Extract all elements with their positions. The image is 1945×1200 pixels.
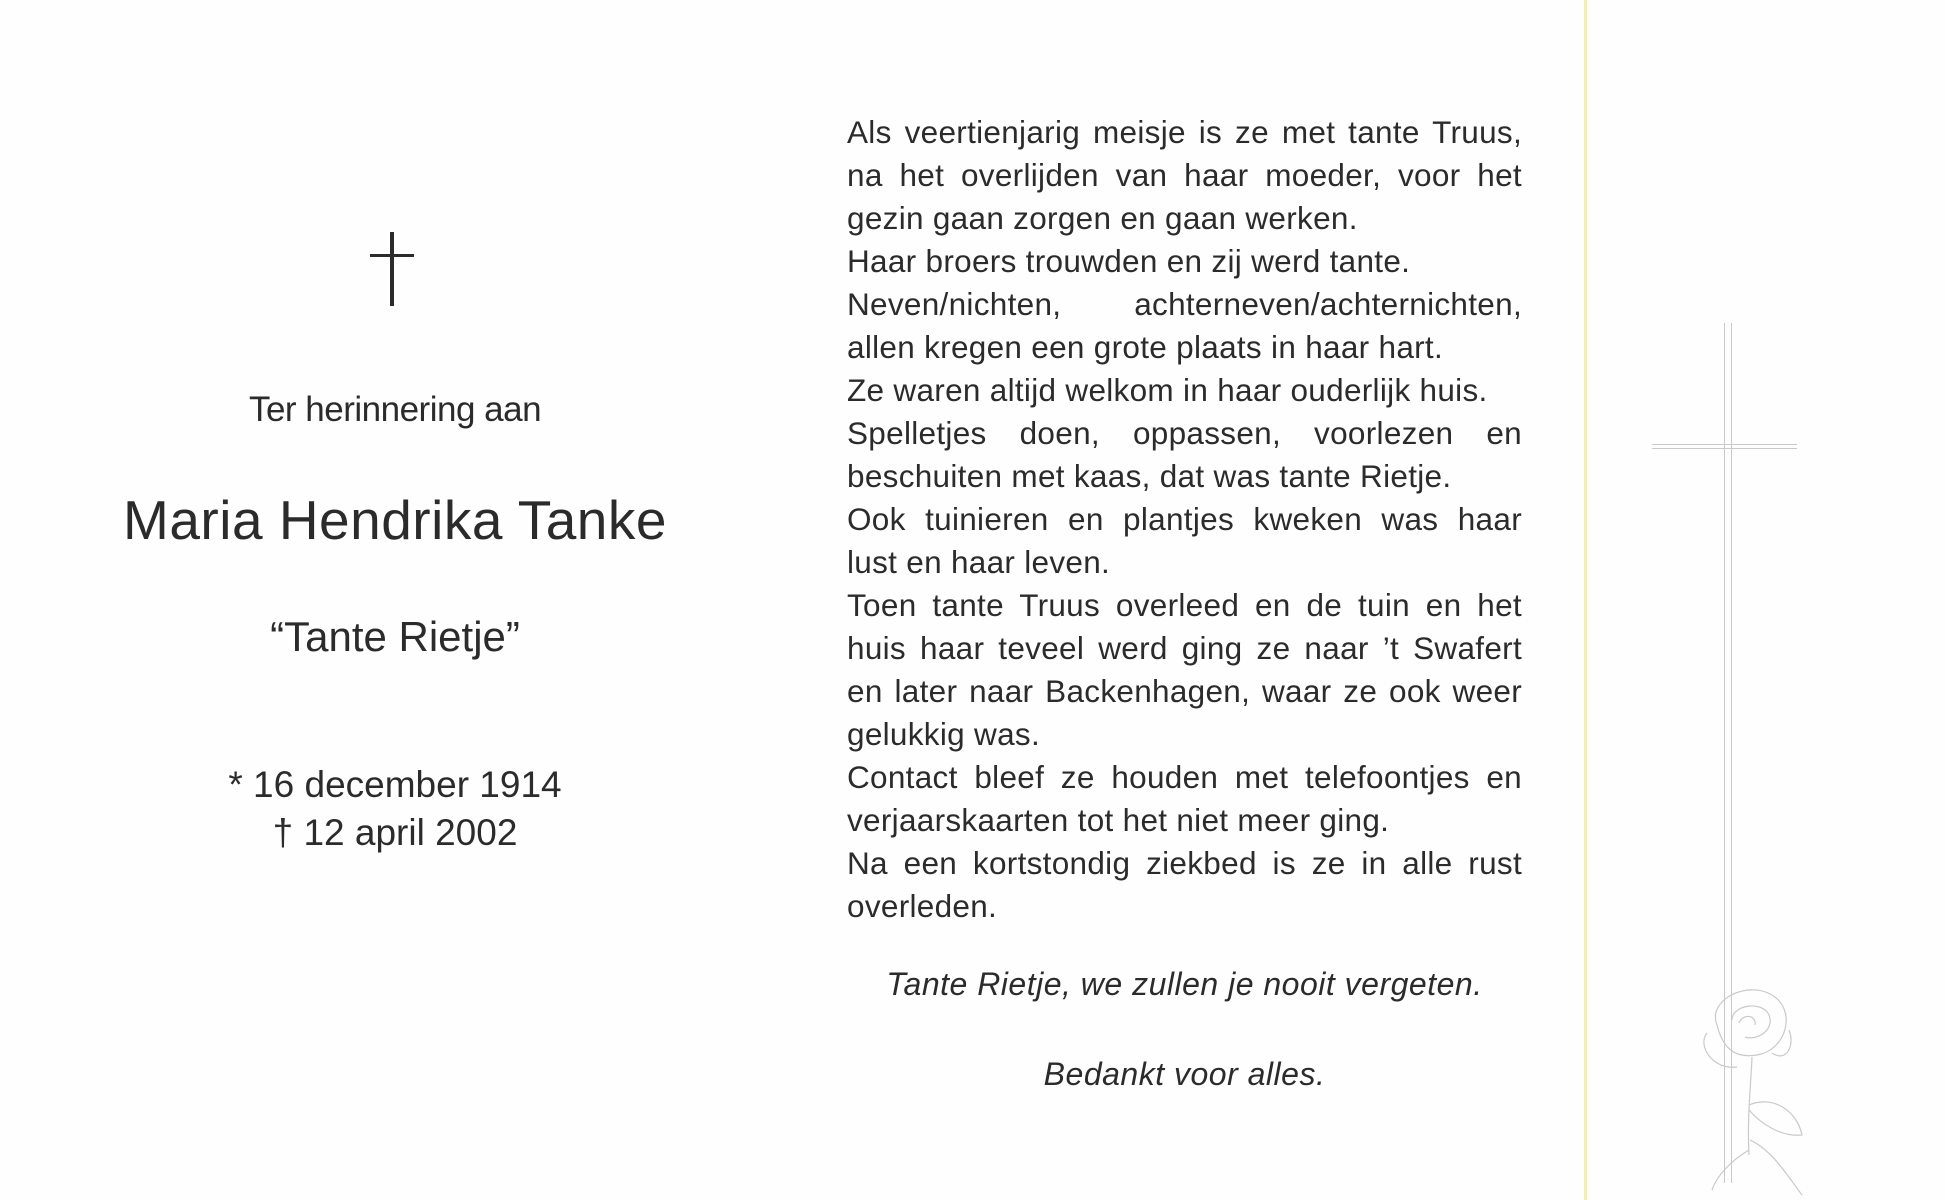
text-line: allen kregen een grote plaats in haar hart. <box>847 329 1444 365</box>
death-date: † 12 april 2002 <box>272 812 518 853</box>
text-line: overleden. <box>847 888 998 924</box>
memorial-text <box>847 111 1522 928</box>
text-line: Ook tuinieren en plantjes kweken was haar <box>847 501 1522 537</box>
card-flap-decoration <box>1587 0 1945 1200</box>
text-line: Neven/nichten, achterneven/achternichten, <box>847 286 1522 322</box>
text-line: na het overlijden van haar moeder, voor het <box>847 157 1522 193</box>
text-line: Contact bleef ze houden met telefoontjes en <box>847 759 1522 795</box>
closing-line-thanks: Bedankt voor alles. <box>1043 1056 1326 1092</box>
closing-line-remember: Tante Rietje, we zullen je nooit vergeten. <box>886 966 1483 1002</box>
card-front-panel <box>0 0 790 1200</box>
text-line: huis haar teveel werd ging ze naar ’t Swafert <box>847 630 1522 666</box>
text-line: Als veertienjarig meisje is ze met tante Truus, <box>847 114 1522 150</box>
birth-date: * 16 december 1914 <box>228 764 562 805</box>
text-line: verjaarskaarten tot het niet meer ging. <box>847 802 1390 838</box>
text-line: Toen tante Truus overleed en de tuin en het <box>847 587 1522 623</box>
latin-cross-icon <box>370 232 414 306</box>
text-line: Spelletjes doen, oppassen, voorlezen en <box>847 415 1522 451</box>
text-line: Na een kortstondig ziekbed is ze in alle rust <box>847 845 1522 881</box>
rose-icon <box>1677 975 1827 1200</box>
deceased-nickname: “Tante Rietje” <box>270 613 520 660</box>
text-line: beschuiten met kaas, dat was tante Rietje. <box>847 458 1452 494</box>
text-line: Ze waren altijd welkom in haar ouderlijk huis. <box>847 372 1488 408</box>
remembrance-intro: Ter herinnering aan <box>248 390 542 429</box>
deceased-name: Maria Hendrika Tanke <box>123 489 667 551</box>
outline-cross-bar <box>1652 444 1797 449</box>
text-line: Haar broers trouwden en zij werd tante. <box>847 243 1411 279</box>
text-line: gezin gaan zorgen en gaan werken. <box>847 200 1358 236</box>
text-line: lust en haar leven. <box>847 544 1111 580</box>
text-line: gelukkig was. <box>847 716 1040 752</box>
text-line: en later naar Backenhagen, waar ze ook weer <box>847 673 1522 709</box>
